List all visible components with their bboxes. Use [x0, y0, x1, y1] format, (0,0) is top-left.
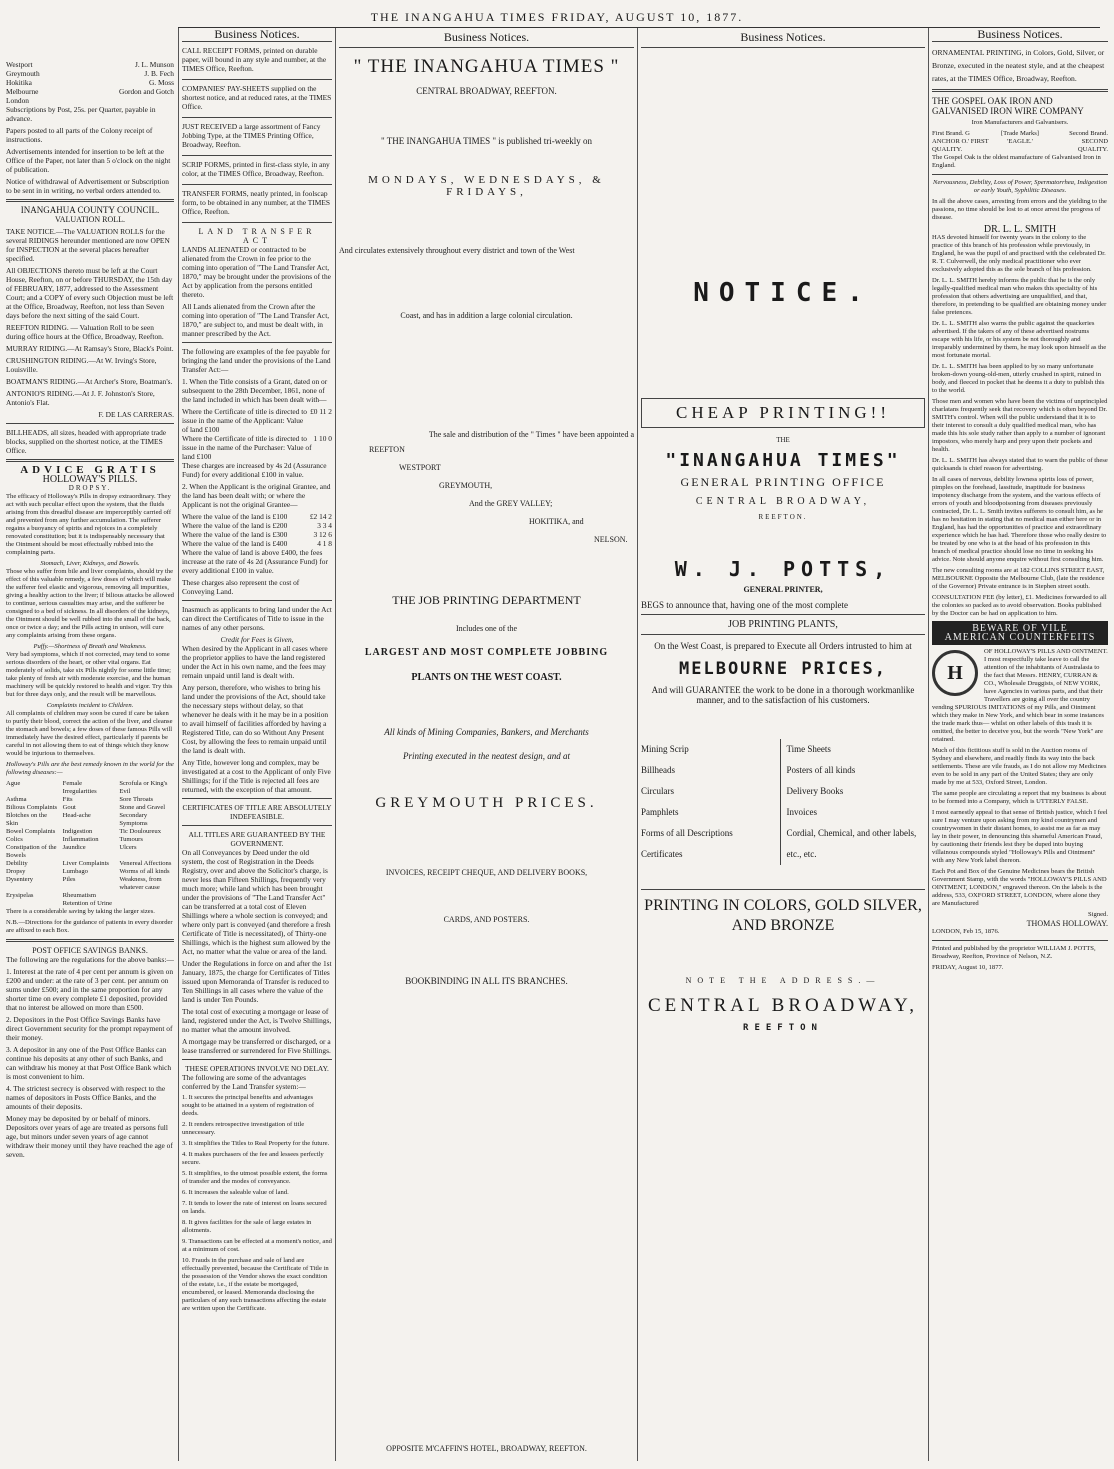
advantage-item: 9. Transactions can be effected at a moment's notice, and at a minimum of cost. [182, 1238, 332, 1253]
divider [641, 889, 925, 890]
holloway-title: HOLLOWAY'S PILLS. [42, 474, 138, 485]
advantage-item: 1. It secures the principal benefits and advantages sought to be attained in a system of registration of deeds. [182, 1094, 315, 1117]
counterfeit-text-block [932, 648, 1108, 908]
stomach-text: Those who suffer from bile and liver complaints, should try the effect of this valuable remedy, a few doses of which will make the sufferer feel elastic and vigorous, removing all impurities, giving a healthy action to the liver; if bilious attacks be allowed to continue, serious casualties may arise, and the sufferer be consigned to a bed of sickness. In all disorders of the kidneys, the Ointment should be well rubbed into the small of the back, once or twice a day; and the Pills acting in unison, will cure any complaints arising from these organs. [6, 568, 174, 639]
mortgage-text: A mortgage may be transferred or discharged, or a lease transferred or surrendered for Five Shillings. [182, 1037, 331, 1055]
terms-text: Papers posted to all parts of the Colony receipt of instructions. [6, 126, 153, 144]
column-rule [637, 28, 638, 1461]
fee-row: Where the value of the land is £300 3 12 6 [182, 530, 332, 539]
gospel-note: The Gospel Oak is the oldest manufacture of Galvanised Iron in England. [932, 154, 1101, 169]
advantage-item: 4. It makes purchasers of the fee and lessees perfectly secure. [182, 1151, 324, 1166]
advantage-item: 5. It simplifies, to the utmost possible extent, the forms of transfer and the modes of conveyance. [182, 1170, 328, 1185]
reefton-label: REEFTON. [758, 513, 808, 521]
printed-by: Printed and published by the proprietor WILLIAM J. POTTS, Broadway, Reefton, Province of Nelson, N.Z. [932, 945, 1096, 960]
service-item: Pamphlets [641, 807, 679, 817]
service-item: Delivery Books [786, 786, 844, 796]
riding-entry: MURRAY RIDING.—At Ramsay's Store, Black's Point. [6, 344, 174, 353]
guarantee-line: And will GUARANTEE the work to be done in a thorough workmanlike manner, and to the satisfaction of his customers. [651, 685, 915, 705]
divider [182, 342, 332, 343]
dr-text: Those men and women who have been the victims of unprincipled charlatans frequently seek that recovery which is often beyond Dr. SMITH's control. When will the public understand that it is to their interest to consult a duly qualified medical man, who has made this his sole study rather than apply to a number of ignorant impostors, who merely harp and prey upon their pockets and health. [932, 398, 1108, 453]
regs-text: Under the Regulations in force on and after the 1st January, 1875, the charge for Certificates of Titles issued upon Memoranda of Transfer is reduced to Ten Shillings in all cases where the value of the land is under Ten Pounds. [182, 959, 332, 1004]
beware-line: AMERICAN COUNTERFEITS [944, 632, 1096, 643]
fees-case: 1. When the Title consists of a Grant, dated on or subsequent to the 28th December, 1861, none of the land included in which has been dealt with— [182, 377, 328, 404]
counterfeit-text: Each Pot and Box of the Genuine Medicines bears the British Government Stamp, with the words "HOLLOWAY'S PILLS AND OINTMENT, LONDON," engraved thereon. On the labels is the address, 533, OXFORD STREET, LONDON, where alone they are Manufactured [932, 868, 1107, 907]
potts-name: W. J. POTTS, [674, 557, 892, 581]
objections-text: All OBJECTIONS thereto must be left at the Court House, Reefton, on or before THURSDAY, the 15th day of FEBRUARY, 1877, addressed to the Assessment Court; and a COPY of every such Objection must be left at the Office, Broadway, Reefton, not less than Seven days before the next sitting of the said Court. [6, 266, 174, 320]
stomach-heading: Stomach, Liver, Kidneys, and Bowels. [40, 560, 140, 567]
lta-intro: LANDS ALIENATED or contracted to be alienated from the Crown in fee prior to the coming into operation of "The Land Transfer Act, 1870," may be brought under the provisions of the Act by application from the persons entitled thereto. [182, 245, 331, 299]
advantage-item: 10. Frauds in the purchase and sale of land are effectually prevented, because the Certificate of Title in the possession of the Vendor shows the exact condition of the estate, i.e., if the estate be mortgaged, encumbered, or leased. Memoranda disclosing the particulars of any such transactions affecting the estate are written upon the Certificate. [182, 1257, 329, 1312]
plants-line: PLANTS ON THE WEST COAST. [411, 672, 562, 683]
any-person-text: Any person, therefore, who wishes to bring his land under the provisions of the Act, should take the necessary steps without delay, so that whenever he deals with it he may be in a position to avail himself of facilities afforded by having a Registered Title, can do so Without Any Present Cost, by allowing the fees to remain unpaid until the land is dealt with. [182, 683, 329, 755]
divider [641, 614, 925, 615]
column-rule [335, 28, 336, 1461]
publication-note: " THE INANGAHUA TIMES " is published tri-weekly on [381, 136, 592, 146]
divider [182, 155, 332, 156]
signed-label: Signed. [1088, 911, 1108, 918]
inasmuch-text: Inasmuch as applicants to bring land under the Act can direct the Certificates of Title to issue in the names of any other persons. [182, 605, 332, 632]
lta-intro: All Lands alienated from the Crown after the coming into operation of "The Land Transfer Act, 1870," are subject to, and must be dealt with, in manner prescribed by the Act. [182, 302, 330, 338]
credit-text: When desired by the Applicant in all cases where the proprietor applies to have the land registered under the Act in his own name, and the fees may remain unpaid until land is dealt with. [182, 644, 328, 680]
jpp-title: JOB PRINTING PLANTS, [728, 619, 838, 630]
riding-entry: REEFTON RIDING. — Valuation Roll to be seen during office hours at the Office, Broadway, Reefton. [6, 323, 164, 341]
children-text: All complaints of children may soon be cured if care be taken to purify their blood, correct the action of the liver, and cleanse the stomach and bowels; a few doses of these famous Pills will immediately have the desired effect, particularly if parents be careful in not allowing them to eat of things which they know would be injurious to themselves. [6, 710, 173, 757]
pos-rule: 2. Depositors in the Post Office Savings Banks have direct Government security for the prompt repayment of their money. [6, 1015, 173, 1042]
agents-list [6, 60, 174, 105]
column-header: Business Notices. [641, 30, 925, 48]
circulation-line: And circulates extensively throughout every district and town of the West [339, 246, 575, 255]
advice-title: ADVICE GRATIS [20, 464, 160, 476]
service-item: Posters of all kinds [786, 765, 856, 775]
divider [932, 89, 1108, 92]
pos-intro: The following are the regulations for the above banks:— [6, 955, 174, 964]
advantage-item: 8. It gives facilities for the sale of large estates in allotments. [182, 1219, 312, 1234]
ops-title: THESE OPERATIONS INVOLVE NO DELAY. [185, 1064, 329, 1073]
divider [641, 634, 925, 635]
agent-row: Melbourne Gordon and Gotch [6, 87, 174, 96]
convey-text: On all Conveyances by Deed under the old system, the cost of Registration in the Deeds Registry, over and above the Solicitor's charge, is never less than Fifteen Shillings, frequently very much more; while land which has been brought under the provisions of "The Land Transfer Act" can be transferred at a total cost of Eleven Shillings where a whole section is conveyed; and where only part is conveyed (and therefore a fresh Certificate of Title is necessitated), of Thirty-one Shillings, which is the highest sum allowed by the Act, no matter what the value or area of the land. [182, 848, 331, 956]
includes-line: Includes one of the [455, 624, 518, 633]
service-item: Invoices [786, 807, 817, 817]
divider [6, 199, 174, 202]
dr-smith-title: DR. L. L. SMITH [983, 224, 1057, 235]
terms-text: Notice of withdrawal of Advertisement or Subscription to be sent in in writing, no verbal orders attended to. [6, 177, 169, 195]
counterfeit-text: The same people are circulating a report that my business is about to be formed into a Company, which is UTTERLY FALSE. [932, 790, 1107, 805]
counterfeit-text: Much of this fictitious stuff is sold in the Auction rooms of Sydney and elsewhere, and readily finds its way into the back settlements. These are vile frauds, as I do not allow my Medicines even to be sold in any part of the United States; they are only made by me at 533, Oxford Street, London. [932, 747, 1107, 786]
masthead: THE INANGAHUA TIMES FRIDAY, AUGUST 10, 1877. [370, 10, 744, 24]
pos-rule: Money may be deposited by or behalf of minors. Depositors over years of age are treated as persons full age, but minors under seven years of age cannot withdraw their money until they have reached the age of seven. [6, 1114, 173, 1159]
agent-row: Westport J. L. Munson [6, 60, 174, 69]
issue-date: FRIDAY, August 10, 1877. [932, 964, 1004, 971]
cards-line: CARDS, AND POSTERS. [443, 915, 530, 924]
cheap-printing: CHEAP PRINTING!! [675, 403, 890, 422]
saving-note: There is a considerable saving by taking the larger sizes. [6, 908, 155, 915]
top-rule [178, 27, 1100, 28]
fees-note: Where the value of land is above £400, the fees increase at the rate of 4s 2d (Assurance Fund) for every additional £100 in value. [182, 548, 328, 575]
pos-rule: 3. A depositor in any one of the Post Office Banks can continue his deposits at any other of such Banks, and can withdraw his money at that Post Office Bank which is most convenient to him. [6, 1045, 172, 1081]
fee-row: Where the value of the land is £400 4 1 8 [182, 539, 332, 548]
reefton-big: REEFTON [743, 1023, 823, 1033]
lta-title: LAND TRANSFER ACT [198, 227, 316, 245]
begs-line: BEGS to announce that, having one of the most complete [641, 600, 848, 610]
pos-rule: 4. The strictest secrecy is observed with respect to the names of depositors in Posts Office Banks, and the amounts of their deposits. [6, 1084, 166, 1111]
counterfeit-text: I most earnestly appeal to that sense of British justice, which I feel sure I may venture upon asking from my kind countrymen and countrywomen in their distant homes, to assist me as far as may lay in their power, in denouncing this shameful American Fraud, by cautioning their friends lest they be duped into buying villainous compounds styled "Holloway's Pills and Ointment" with any New York label thereon. [932, 809, 1108, 864]
advantage-item: 6. It increases the saleable value of land. [182, 1189, 289, 1196]
column-header: Business Notices. [182, 30, 332, 42]
column-1 [6, 36, 174, 1463]
note-address: NOTE THE ADDRESS.— [685, 976, 881, 985]
nervous-text: In all the above cases, arresting from errors and the yielding to the passions, no time should be lost to at once arrest the progress of disease. [932, 198, 1107, 221]
divider [932, 174, 1108, 175]
agent-row: London [6, 96, 29, 105]
service-item: Billheads [641, 765, 675, 775]
service-item: Mining Scrip [641, 744, 689, 754]
fees-note: These charges also represent the cost of Conveying Land. [182, 578, 300, 596]
services-list [641, 739, 925, 865]
dr-text: Dr. L. L. SMITH has always stated that to warn the public of these quicksands is chief reason for advertising. [932, 457, 1108, 472]
diseases-table: Ague Female Irregularities Scrofula or King's Evil Asthma Fits Sore Throats Bilious Complaints Gout Stone and Gravel Blotches on the Skin Head-ache Secondary Symptoms Bowel Complaints Indigestion Tic Douloureux Colics Inflammation Tumours Constipation of the Bowels Jaundice Ulcers Debility Liver Complaints Venereal Affections Dropsy Lumbago Worms of all kinds Dysentery Piles Weakness, from whatever cause Erysipelas Rheumatism Retention of Urine [6, 780, 172, 907]
council-subtitle: VALUATION ROLL. [54, 215, 126, 224]
jpd-title: THE JOB PRINTING DEPARTMENT [392, 593, 581, 607]
council-title: INANGAHUA COUNTY COUNCIL. [20, 205, 160, 215]
fee-row: Where the value of the land is £100 £2 14 2 [182, 512, 332, 521]
fee-row: Where the value of the land is £200 3 3 4 [182, 521, 332, 530]
remedy-title: Holloway's Pills are the best remedy known in the world for the following diseases:— [6, 761, 174, 776]
children-heading: Complaints incident to Children. [46, 702, 134, 709]
dr-text: Dr. L. L. SMITH hereby informs the public that he is the only legally-qualified medical man who makes this speciality of his profession that others advertising are unqualified, and that, therefore, in pretending to be qualified are obtaining money under false pretences. [932, 277, 1107, 316]
advantage-item: 3. It simplifies the Titles to Real Property for the future. [182, 1140, 330, 1147]
service-item: Cordial, Chemical, and other labels, etc., etc. [786, 828, 917, 859]
column-5 [932, 30, 1108, 1463]
greymouth-prices: GREYMOUTH PRICES. [375, 795, 598, 811]
gospel-sub: Iron Manufacturers and Galvanisers. [971, 119, 1069, 126]
service-item: Certificates [641, 849, 683, 859]
rooms-text: The new consulting rooms are at 182 COLLINS STREET EAST, MELBOURNE Opposite the Melbourne Club, (late the residence of the Governor) Private entrance is in Stephen street south. [932, 567, 1105, 590]
west-coast-line: On the West Coast, is prepared to Execute all Orders intrusted to him at [654, 641, 912, 651]
pos-title: POST OFFICE SAVINGS BANKS. [32, 946, 148, 955]
notice-title: NOTICE. [693, 278, 873, 308]
ornamental-ad: ORNAMENTAL PRINTING, in Colors, Gold, Silver, or Bronze, executed in the neatest style, and at the cheapest rates, at the TIMES Office, Broadway, Reefton. [932, 48, 1105, 83]
times-title: "INANGAHUA TIMES" [665, 450, 901, 471]
adv-intro: The following are some of the advantages conferred by the Land Transfer system:— [182, 1073, 306, 1091]
fee-row: Where the Certificate of title is directed to issue in the name of the Applicant: Value of land £100 £0 11 2 [182, 407, 332, 434]
central-broadway-big: CENTRAL BROADWAY, [648, 995, 918, 1016]
pos-rule: 1. Interest at the rate of 4 per cent per annum is given on £200 and under: at the rate of 3 per cent. per annum on sums under £500; and in the same proportion for any shorter time on every complete £1 deposited, provided that no interest be allowed on more than £500. [6, 967, 174, 1012]
paysheets-ad: COMPANIES' PAY-SHEETS supplied on the shortest notice, and at reduced rates, at the TIMES Office. [182, 84, 332, 111]
divider [6, 423, 174, 424]
divider [182, 79, 332, 80]
fees-intro: The following are examples of the fee payable for bringing the land under the provisions of the Land Transfer Act:— [182, 347, 331, 374]
brands-row: First Brand. G ANCHOR O.' FIRST QUALITY. [Trade Marks] 'EAGLE.' Second Brand. SECOND QUALITY. [932, 130, 1108, 153]
gospel-title: THE GOSPEL OAK IRON AND GALVANISED IRON WIRE COMPANY [932, 96, 1084, 116]
bookbinding-line: BOOKBINDING IN ALL ITS BRANCHES. [405, 976, 568, 986]
colors-title: PRINTING IN COLORS, GOLD SILVER, AND BRONZE [644, 897, 922, 934]
service-item: Circulars [641, 786, 674, 796]
divider [182, 600, 332, 601]
sale-line: The sale and distribution of the " Times " have been appointed a [428, 430, 634, 439]
cert-title: CERTIFICATES OF TITLE ARE ABSOLUTELY INDEFEASIBLE. [182, 803, 332, 821]
type-ad: JUST RECEIVED a large assortment of Fancy Jobbing Type, at the TIMES Printing Office, Broadway, Reefton. [182, 122, 321, 149]
column-rule [178, 28, 179, 1461]
fee-row: Where the Certificate of title is directed to issue in the name of the Purchaser: Value of land £100 1 10 0 [182, 434, 332, 461]
circulation-line: Coast, and has in addition a large colonial circulation. [400, 311, 573, 320]
largest-line: LARGEST AND MOST COMPLETE JOBBING [364, 647, 609, 658]
places-list: REEFTON WESTPORT GREYMOUTH, And the GREY VALLEY; HOKITIKA, and NELSON. [369, 445, 628, 544]
cheap-printing-box [641, 398, 925, 428]
billheads-ad: BILLHEADS, all sizes, headed with appropriate trade blocks, supplied on the shortest notice, at the TIMES Office. [6, 428, 167, 455]
puffy-text: Very bad symptoms, which if not corrected, may tend to some serious disorders of the heart, or other vital organs. Eat moderately of solids, take six Pills nightly for some little time; take plenty of fresh air with moderate exercise, and the human machinery will be quickly restored to health and vigor. Try this but for three days only, and the result will be marvellous. [6, 651, 173, 698]
paper-title: " THE INANGAHUA TIMES " [353, 56, 620, 77]
terms-text: Advertisements intended for insertion to be left at the Office of the Paper, not later than 5 o'clock on the night of publication. [6, 147, 171, 174]
agent-row: Hokitika G. Moss [6, 78, 174, 87]
receipt-forms-ad: CALL RECEIPT FORMS, printed on durable paper, will bound in any style and number, at the TIMES Office, Reefton. [182, 46, 327, 73]
riding-entry: ANTONIO'S RIDING.—At J. F. Johnston's Store, Antonio's Flat. [6, 389, 155, 407]
divider [932, 940, 1108, 941]
riding-entry: CRUSHINGTON RIDING.—At W. Irving's Store, Louisville. [6, 356, 157, 374]
central-broadway: CENTRAL BROADWAY, [695, 496, 871, 507]
service-item: Time Sheets [786, 744, 831, 754]
publication-days: MONDAYS, WEDNESDAYS, & FRIDAYS, [368, 174, 605, 198]
beware-banner [932, 621, 1108, 645]
invoices-line: INVOICES, RECEIPT CHEQUE, AND DELIVERY BOOKS, [385, 868, 588, 877]
general-printer: GENERAL PRINTER, [743, 585, 823, 594]
guar-title: ALL TITLES ARE GUARANTEED BY THE GOVERNMENT. [188, 830, 326, 848]
agent-row: Greymouth J. B. Fech [6, 69, 174, 78]
beware-line: BEWARE OF VILE [972, 623, 1068, 634]
consult-text: CONSULTATION FEE (by letter), £1. Medicines forwarded to all the colonies so packed as to avoid observation. Books published by the Doctor can be had on application to him. [932, 594, 1107, 617]
advantage-item: 2. It renders retrospective investigation of title unnecessary. [182, 1121, 305, 1136]
divider [182, 1059, 332, 1060]
allkinds-line: All kinds of Mining Companies, Bankers, and Merchants [384, 727, 589, 737]
trademark-icon: H [932, 650, 978, 696]
fees-note: These charges are increased by 4s 2d (Assurance Fund) for every additional £100 in value. [182, 461, 327, 479]
general-printing-office: GENERAL PRINTING OFFICE [680, 475, 886, 489]
dr-text: Dr. L. L. SMITH also warns the public against the quackeries advertised. If the takers of any of these advertised nostrums escape with his life, or his system be not thoroughly and irreparably undermined by them, he may look upon himself as the most fortunate mortal. [932, 320, 1107, 359]
dr-text: In all cases of nervous, debility lowness spirits loss of power, pimples on the forehead, lassitude, inaptitude for business impotency discharge from the system, and the various effects of errors of youth and bloodpoisoning from diseases previously contracted, Dr. L. L. Smith invites sufferers to consult him, as he has no hesitation in stating that no medical man either here or in England, has had the opportunities of practice and extraordinary experience which he has had. Therefore those who really desire to be treated by one who is at the head of his profession in this branch of medical practice should lose no time in seeking his advice. Note should anyone enquire without first consulting him. [932, 476, 1107, 563]
puffy-heading: Puffy.—Shortness of Breath and Weakness. [33, 643, 147, 650]
column-2 [182, 30, 332, 1463]
column-header: Business Notices. [932, 30, 1108, 42]
counterfeit-text: OF HOLLOWAY'S PILLS AND OINTMENT. I most respectfully take leave to call the attention of the inhabitants of Australasia to the fact that Messrs. HENRY, CURRAN & CO., Wholesale Druggists, of NEW YORK, have Agencies in various parts, and that their Travellers are going all over the country vending SPURIOUS IMITATIONS of my Pills, and Ointment which they make in New York, and which bear in some instances the trade mark thus— whilst on other labels of this trash it is omitted, the better to deceive you, but the words "New York" are retained. [932, 648, 1108, 743]
scrip-forms-ad: SCRIP FORMS, printed in first-class style, in any color, at the TIMES Office, Broadway, Reefton. [182, 160, 330, 178]
london-date: LONDON, Feb 15, 1876. [932, 928, 1000, 935]
column-header: Business Notices. [339, 30, 634, 48]
column-3 [339, 30, 634, 1463]
column-4 [641, 30, 925, 1463]
nervous-heading: Nervousness, Debility, Loss of Power, Spermatorrhea, Indigestion or early Youth, Syphilitic Diseases. [933, 179, 1107, 194]
neatest-line: Printing executed in the neatest design, and at [403, 751, 570, 761]
melbourne-prices: MELBOURNE PRICES, [679, 659, 887, 679]
dr-text: Dr. L. L. SMITH has been applied to by so many unfortunate broken-down young-old-men, utterly crushed in spirit, ruined in body, and fleeced in pocket that he deems it a duty to publish this to the world. [932, 363, 1105, 394]
dr-text: HAS devoted himself for twenty years in the colony to the practice of this branch of his profession while previously, in England, he was the pupil of and practised with the celebrated Dr. R. T. Culverwell, the only medical practitioner who ever exclusively adopted this as the sole branch of his profession. [932, 234, 1106, 273]
divider [182, 222, 332, 223]
divider [182, 117, 332, 118]
divider [6, 459, 174, 462]
the-label: THE [776, 436, 790, 444]
nb-note: N.B.—Directions for the guidance of patients in every disorder are affixed to each Box. [6, 919, 173, 934]
take-notice: TAKE NOTICE.—The VALUATION ROLLS for the several RIDINGS hereunder mentioned are now OPEN for INSPECTION at the several places hereafter specified. [6, 227, 170, 263]
terms-text: Subscriptions by Post, 25s. per Quarter, payable in advance. [6, 105, 156, 123]
divider [6, 939, 174, 942]
any-title-text: Any Title, however long and complex, may be investigated at a cost to the Applicant of only Five Shillings; for if the Title is rejected all fees are returned, with the exception of that amount. [182, 758, 331, 794]
opposite-line: OPPOSITE M'CAFFIN'S HOTEL, BROADWAY, REEFTON. [386, 1444, 587, 1453]
paper-address: CENTRAL BROADWAY, REEFTON. [416, 86, 557, 96]
advantage-item: 7. It tends to lower the rate of interest on loans secured on lands. [182, 1200, 327, 1215]
divider [182, 825, 332, 826]
credit-title: Credit for Fees is Given, [220, 635, 294, 644]
divider [182, 798, 332, 799]
mortgage-text: The total cost of executing a mortgage or lease of land, registered under the Act, is Twelve Shillings, no matter what the amount involved. [182, 1007, 332, 1034]
riding-entry: BOATMAN'S RIDING.—At Archer's Store, Boatman's. [6, 377, 173, 386]
signer: F. DE LAS CARRERAS. [98, 410, 174, 419]
divider [182, 184, 332, 185]
fees-case: 2. When the Applicant is the original Grantee, and the land has been dealt with; or where the Applicant is not the original Grantee— [182, 482, 331, 509]
transfer-forms-ad: TRANSFER FORMS, neatly printed, in foolscap form, to be obtained in any number, at the TIMES Office, Reefton. [182, 189, 330, 216]
dropsy-text: The efficacy of Holloway's Pills in dropsy extraordinary. They act with such peculiar effect upon the system, that the fluids arising from this dreadful disease are imperceptibly carried off and prevented from any further accumulation. The sufferer regains a buoyancy of spirits and rejoices in a completely renovated constitution; but it is indispensably necessary that the Ointment should be most effectually rubbed into the complaining parts. [6, 493, 172, 556]
column-rule [928, 28, 929, 1461]
service-item: Forms of all Descriptions [641, 828, 733, 838]
dropsy-heading: DROPSY. [68, 484, 112, 492]
holloway-signature: THOMAS HOLLOWAY. [1026, 919, 1108, 928]
